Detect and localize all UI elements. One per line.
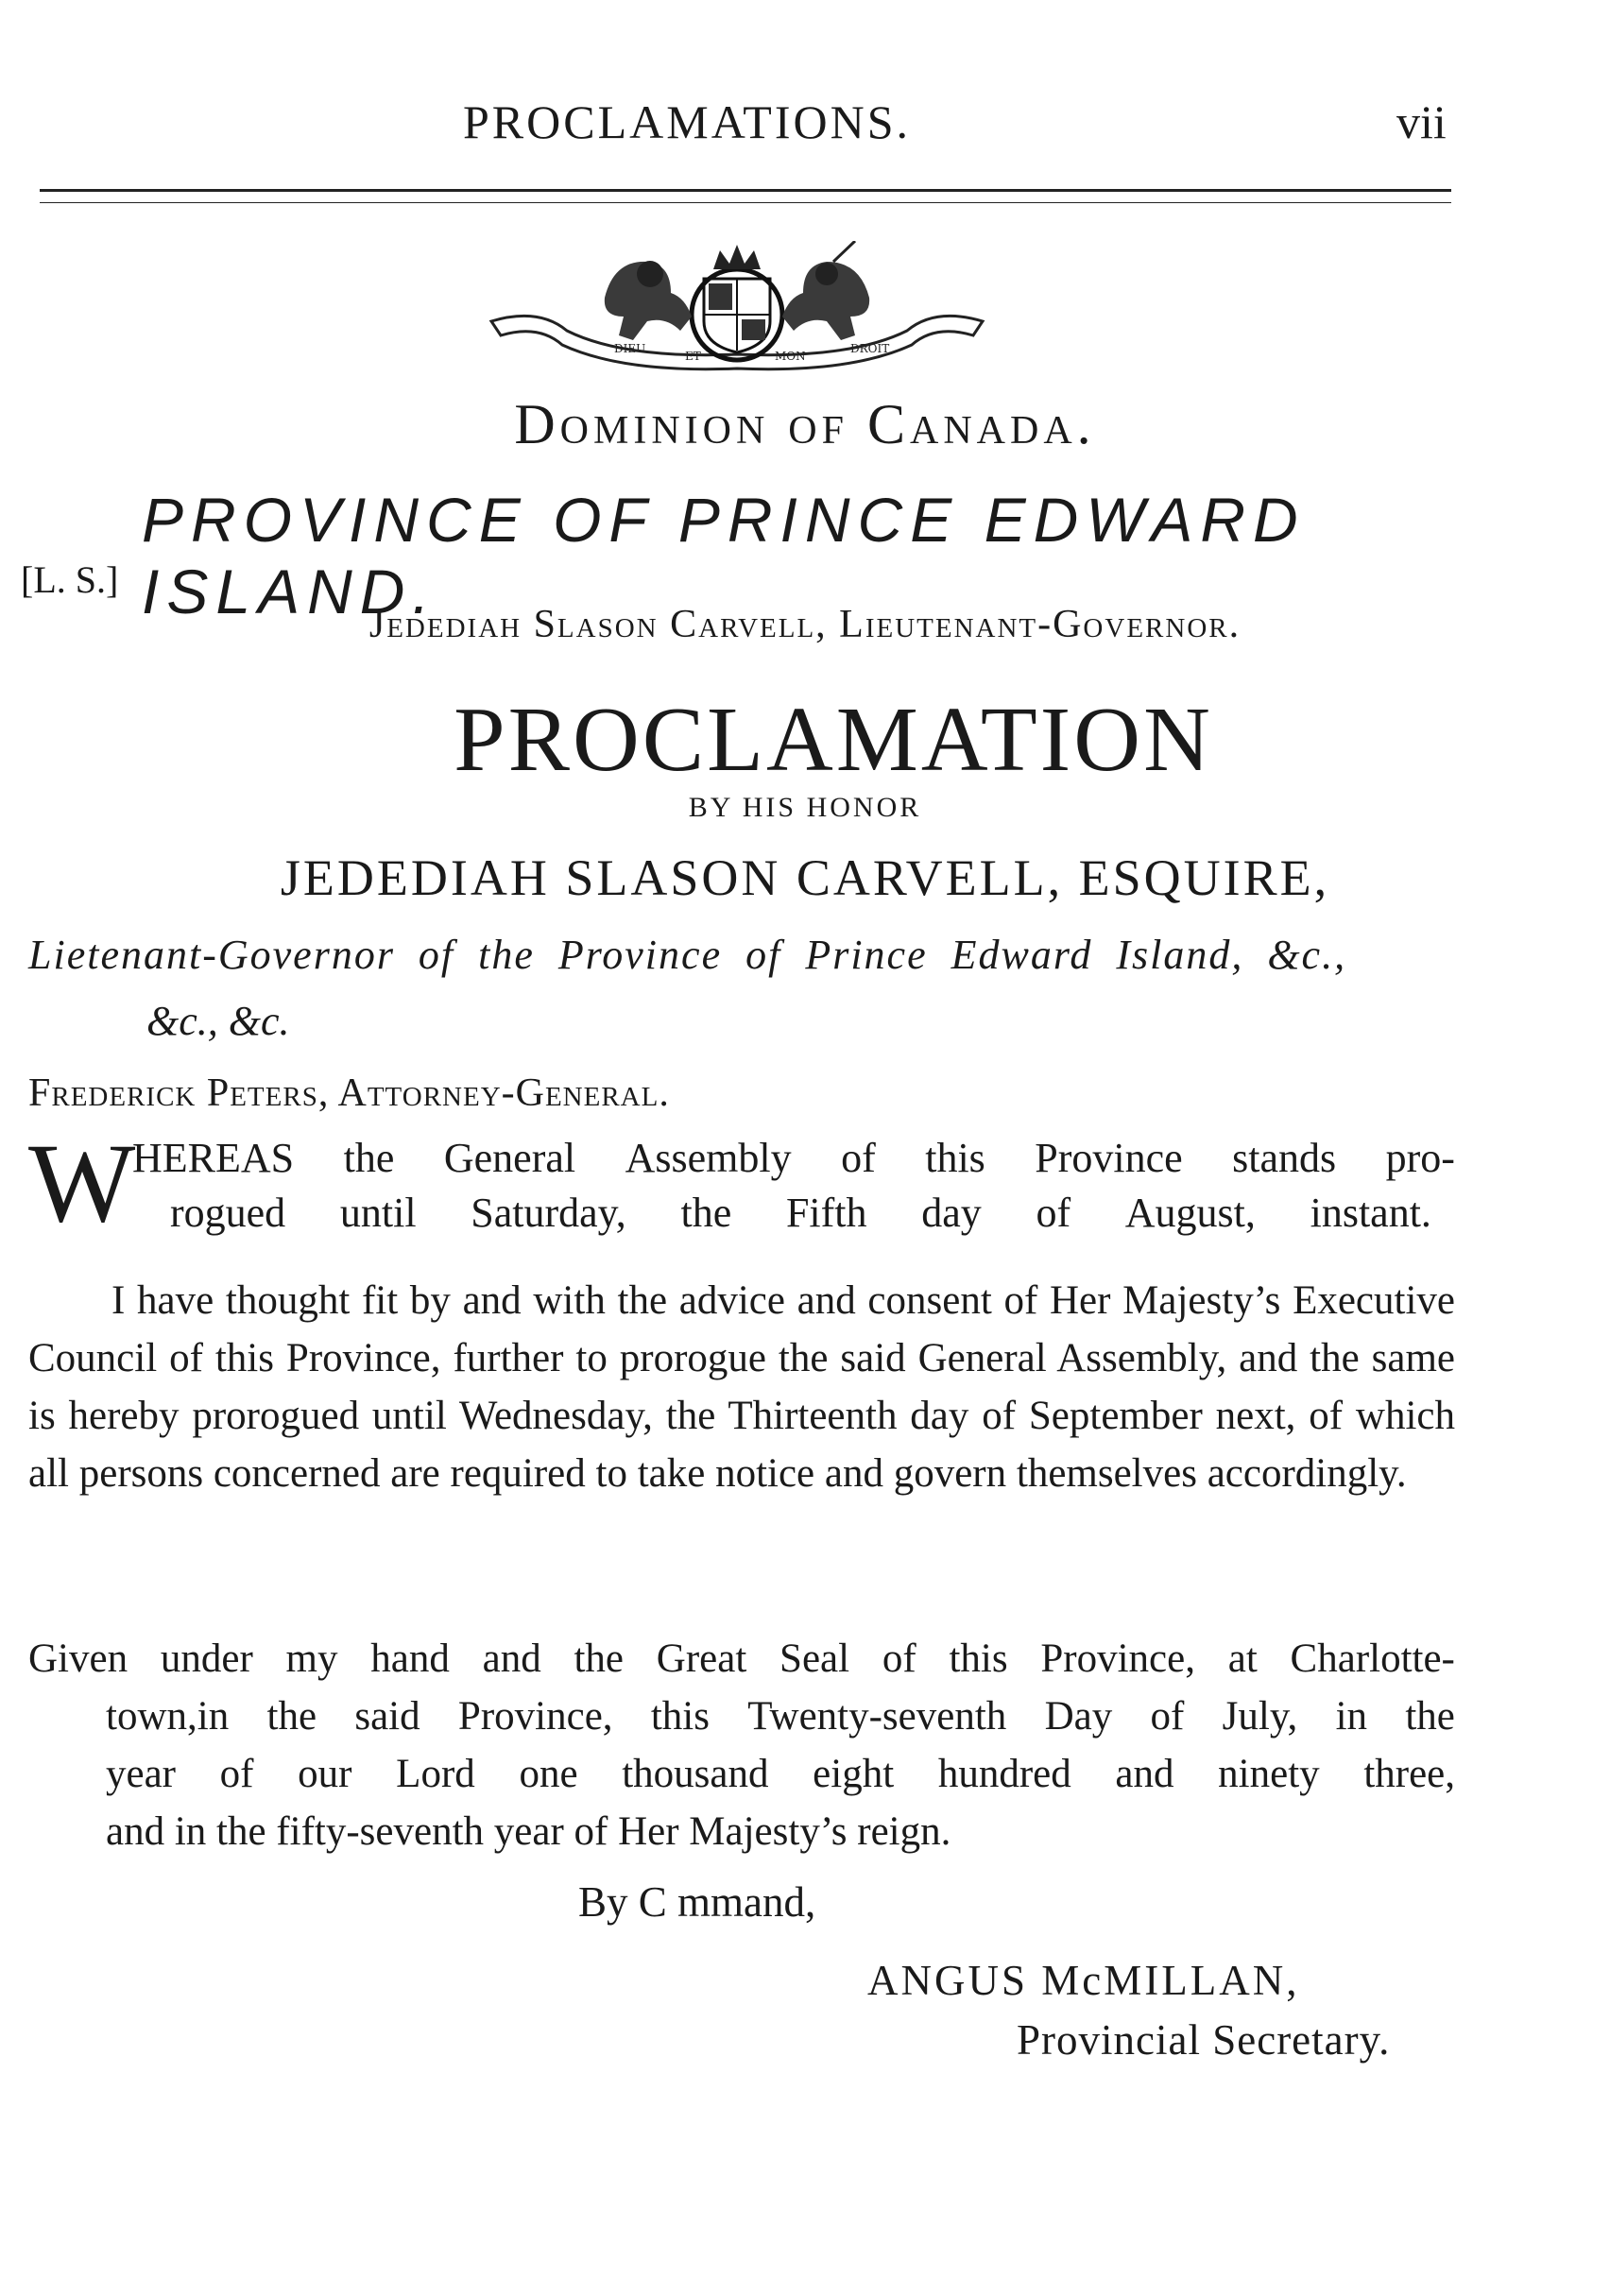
seal-mark: [L. S.]	[21, 558, 119, 601]
given-line-4: and in the fifty-seventh year of Her Majesty’s reign.	[106, 1809, 951, 1854]
motto-mon: MON	[775, 350, 806, 363]
given-clause	[28, 1630, 1455, 1860]
province-heading: PROVINCE OF PRINCE EDWARD ISLAND.	[142, 485, 1306, 626]
by-command: By C mmand,	[578, 1878, 816, 1926]
governor-name: JEDEDIAH SLASON CARVELL, ESQUIRE,	[280, 849, 1330, 906]
whereas-line-2: rogued until Saturday, the Fifth day of August, instant.	[170, 1190, 1431, 1236]
lieutenant-governor-line: Lietenant-Governor of the Province of Prince Edward Island, &c.,	[28, 932, 1347, 978]
motto-dieu: DIEU	[614, 342, 646, 355]
signer-title: Provincial Secretary.	[1017, 2016, 1391, 2064]
motto-et: ET	[685, 350, 701, 363]
running-title: PROCLAMATIONS.	[463, 95, 912, 148]
header-rule-bottom	[40, 202, 1451, 203]
given-line-3: year of our Lord one thousand eight hundred and ninety three,	[106, 1752, 1455, 1796]
drop-cap: W	[28, 1120, 136, 1245]
dominion-heading: Dominion of Canada.	[514, 393, 1096, 455]
running-head	[0, 94, 1610, 151]
governor-line: Jedediah Slason Carvell, Lieutenant-Governor.	[368, 603, 1242, 646]
given-line-1: Given under my hand and the Great Seal of this Province, at Charlotte-	[28, 1636, 1455, 1681]
motto-droit: DROIT	[850, 342, 890, 355]
signer-name: ANGUS McMILLAN,	[867, 1957, 1300, 2004]
prorogation-paragraph: I have thought fit by and with the advice and consent of Her Majesty’s Executive Council of this Province, further to prorogue the said General Assembly, and the same is hereby prorogued until Wednesday, the Thirteenth day of September next, of which all persons concerned are required to take notice and govern themselves accordingly.	[28, 1278, 1455, 1496]
attorney-general-line: Frederick Peters, Attorney-General.	[28, 1071, 670, 1115]
proclamation-title: PROCLAMATION	[454, 689, 1213, 791]
by-his-honor: BY HIS HONOR	[688, 792, 922, 823]
header-rule-top	[40, 189, 1451, 192]
etc-line: &c., &c.	[146, 998, 290, 1044]
given-line-2: town,in the said Province, this Twenty-seventh Day of July, in the	[106, 1694, 1455, 1739]
whereas-block	[28, 1120, 1455, 1247]
whereas-line-1: HEREAS the General Assembly of this Province stands pro-	[132, 1135, 1455, 1181]
page-number: vii	[1396, 95, 1447, 148]
coat-of-arms-icon	[482, 241, 992, 373]
